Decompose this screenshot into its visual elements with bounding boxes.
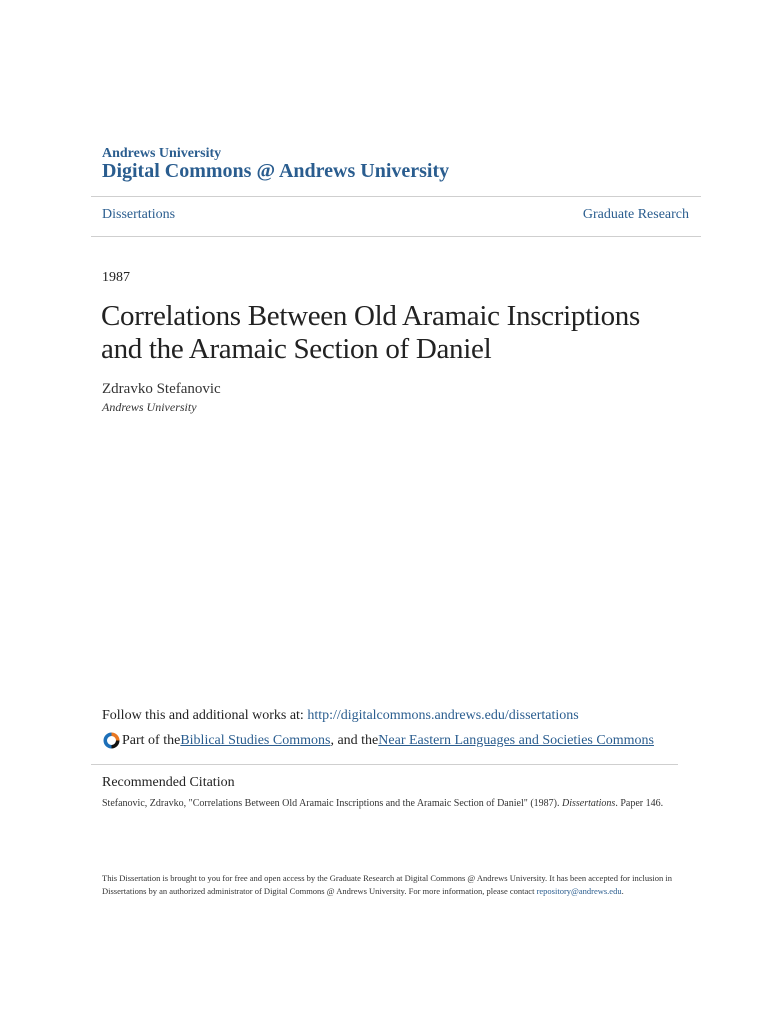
contact-email-link[interactable]: repository@andrews.edu — [536, 886, 622, 896]
follow-line — [102, 708, 579, 724]
nav-divider — [91, 236, 701, 237]
notice-end: . — [621, 886, 624, 896]
header-institution[interactable]: Andrews University — [102, 146, 222, 161]
citation-series: Dissertations — [561, 798, 616, 809]
citation-heading: Recommended Citation — [102, 775, 235, 790]
top-divider — [91, 196, 701, 197]
follow-url-link[interactable]: http://digitalcommons.andrews.edu/dissertations — [307, 708, 579, 723]
publication-year: 1987 — [102, 270, 130, 285]
part-of-prefix: Part of the — [122, 732, 181, 748]
title-line-2: and the Aramaic Section of Daniel — [101, 333, 492, 365]
author-affiliation: Andrews University — [102, 400, 197, 414]
title-line-1: Correlations Between Old Aramaic Inscriptions — [101, 300, 640, 332]
notice-text: This Dissertation is brought to you for free and open access by the Graduate Research at Digital Commons @ Andrews University. It has been accepted for inclusion in Dissertations by an authorized administrator of Digital Commons @ Andrews University. For more information, please contact — [102, 873, 673, 896]
biblical-studies-commons-link[interactable]: Biblical Studies Commons — [180, 732, 331, 748]
citation-text — [102, 797, 672, 810]
follow-prefix: Follow this and additional works at: — [102, 708, 308, 723]
near-eastern-commons-link[interactable]: Near Eastern Languages and Societies Commons — [378, 732, 654, 748]
document-title — [101, 300, 721, 366]
nav-dissertations-link[interactable]: Dissertations — [102, 207, 176, 222]
citation-text-before: Stefanovic, Zdravko, "Correlations Between Old Aramaic Inscriptions and the Aramaic Section of Daniel" (1987). — [102, 798, 562, 809]
author-name: Zdravko Stefanovic — [102, 381, 221, 397]
access-notice — [102, 872, 672, 898]
header-repository[interactable]: Digital Commons @ Andrews University — [102, 160, 450, 182]
part-of-middle: , and the — [330, 732, 379, 748]
nav-graduate-research-link[interactable]: Graduate Research — [582, 207, 689, 222]
part-of-line — [102, 731, 654, 750]
commons-icon — [102, 731, 121, 750]
citation-text-after: . Paper 146. — [615, 798, 664, 809]
citation-divider — [91, 764, 678, 765]
